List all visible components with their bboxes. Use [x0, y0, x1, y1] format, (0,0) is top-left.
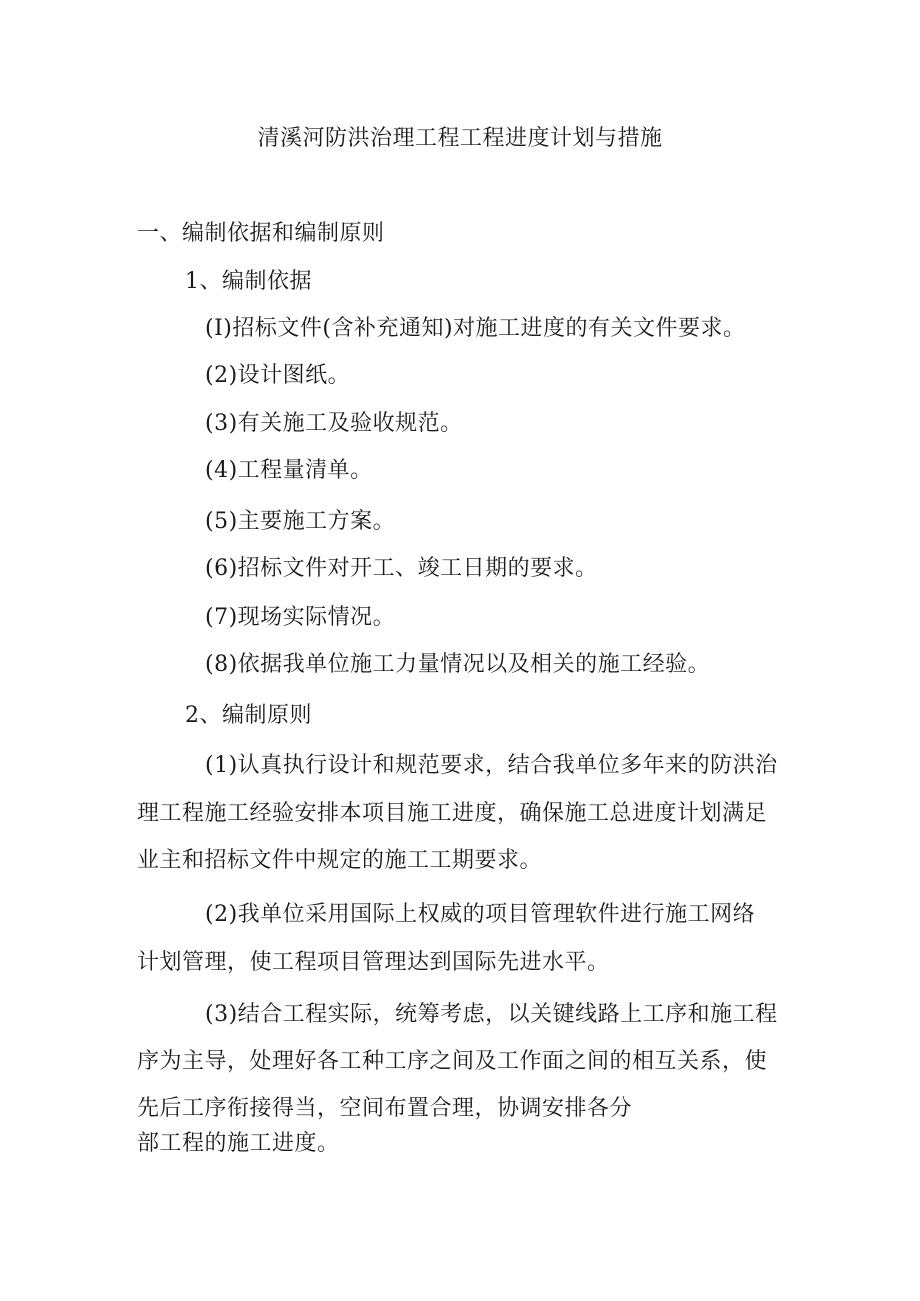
list-item: (7)现场实际情况。: [205, 605, 396, 630]
list-item: (I)招标文件(含补充通知)对施工进度的有关文件要求。: [205, 316, 746, 341]
document-title: 清溪河防洪治理工程工程进度计划与措施: [257, 126, 663, 151]
paragraph-line: 计划管理，使工程项目管理达到国际先进水平。: [137, 950, 610, 975]
paragraph-line: (1)认真执行设计和规范要求，结合我单位多年来的防洪治: [205, 753, 778, 778]
list-item: (3)有关施工及验收规范。: [205, 411, 463, 436]
subsection-heading-principles: 2、编制原则: [185, 703, 312, 728]
list-item: (4)工程量清单。: [205, 458, 373, 483]
paragraph-line: 先后工序衔接得当，空间布置合理，协调安排各分: [137, 1096, 633, 1121]
subsection-heading-basis: 1、编制依据: [185, 269, 312, 294]
paragraph-line: 业主和招标文件中规定的施工工期要求。: [137, 848, 543, 873]
paragraph-line: 理工程施工经验安排本项目施工进度，确保施工总进度计划满足: [137, 801, 768, 826]
list-item: (5)主要施工方案。: [205, 509, 396, 534]
paragraph-line: 部工程的施工进度。: [137, 1131, 340, 1156]
section-heading: 一、编制依据和编制原则: [137, 221, 385, 246]
paragraph-line: 序为主导，处理好各工种工序之间及工作面之间的相互关系，使: [137, 1049, 768, 1074]
paragraph-line: (3)结合工程实际，统筹考虑，以关键线路上工序和施工程: [205, 1002, 778, 1027]
list-item: (2)设计图纸。: [205, 363, 351, 388]
list-item: (8)依据我单位施工力量情况以及相关的施工经验。: [205, 652, 711, 677]
list-item: (6)招标文件对开工、竣工日期的要求。: [205, 556, 598, 581]
paragraph-line: (2)我单位采用国际上权威的项目管理软件进行施工网络: [205, 902, 756, 927]
